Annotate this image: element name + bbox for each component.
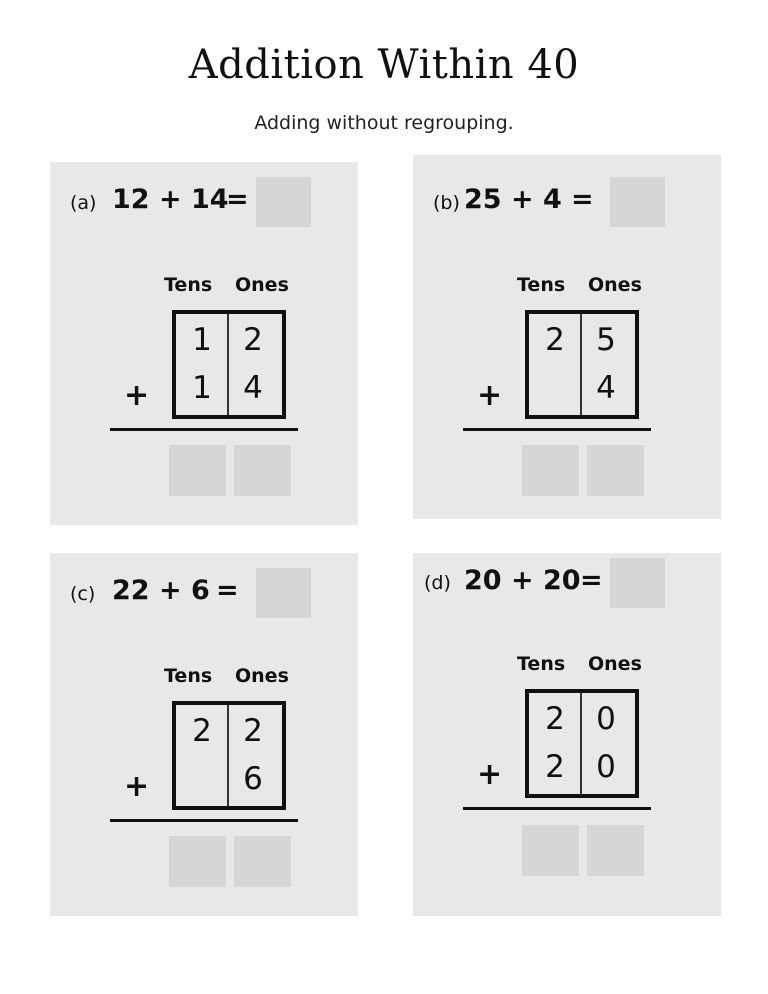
worksheet-subtitle: Adding without regrouping. [254, 112, 514, 134]
sum-ones-box[interactable] [587, 825, 644, 876]
top-ones-digit: 2 [243, 713, 263, 749]
column-divider [580, 693, 582, 794]
bottom-ones-digit: 4 [243, 370, 263, 406]
sum-line [463, 807, 651, 810]
top-tens-digit: 2 [545, 322, 565, 358]
sum-tens-box[interactable] [169, 836, 226, 887]
tens-header: Tens [164, 665, 213, 687]
sum-tens-box[interactable] [169, 445, 226, 496]
plus-sign: + [477, 757, 503, 792]
answer-box[interactable] [256, 177, 311, 227]
ones-header: Ones [235, 665, 289, 687]
problem-card-a [50, 162, 358, 525]
place-value-box [172, 310, 286, 419]
sum-ones-box[interactable] [587, 445, 644, 496]
ones-header: Ones [235, 274, 289, 296]
place-value-box [525, 310, 639, 419]
bottom-tens-digit: 1 [192, 370, 212, 406]
top-tens-digit: 1 [192, 322, 212, 358]
top-ones-digit: 5 [596, 322, 616, 358]
sum-tens-box[interactable] [522, 445, 579, 496]
equals-sign: = [216, 575, 239, 606]
ones-header: Ones [588, 653, 642, 675]
answer-box[interactable] [256, 568, 311, 618]
column-divider [580, 314, 582, 415]
column-divider [227, 705, 229, 806]
ones-header: Ones [588, 274, 642, 296]
bottom-ones-digit: 0 [596, 749, 616, 785]
plus-sign: + [124, 378, 150, 413]
worksheet-title: Addition Within 40 [188, 42, 580, 88]
answer-box[interactable] [610, 177, 665, 227]
problem-equation: 12 + 14 [112, 184, 229, 215]
answer-box[interactable] [610, 558, 665, 608]
plus-sign: + [124, 769, 150, 804]
bottom-tens-digit: 2 [545, 749, 565, 785]
sum-line [110, 819, 298, 822]
bottom-ones-digit: 4 [596, 370, 616, 406]
tens-header: Tens [517, 274, 566, 296]
sum-ones-box[interactable] [234, 445, 291, 496]
equals-sign: = [226, 184, 249, 215]
top-ones-digit: 0 [596, 701, 616, 737]
place-value-box [172, 701, 286, 810]
problem-label: (d) [424, 572, 451, 594]
problem-equation: 22 + 6 [112, 575, 210, 606]
top-ones-digit: 2 [243, 322, 263, 358]
problem-card-b [413, 155, 721, 519]
top-tens-digit: 2 [192, 713, 212, 749]
problem-label: (c) [70, 583, 96, 605]
equals-sign: = [580, 565, 603, 596]
problem-card-d [413, 553, 721, 916]
sum-ones-box[interactable] [234, 836, 291, 887]
sum-line [110, 428, 298, 431]
place-value-box [525, 689, 639, 798]
sum-tens-box[interactable] [522, 825, 579, 876]
top-tens-digit: 2 [545, 701, 565, 737]
problem-equation: 20 + 20 [464, 565, 581, 596]
plus-sign: + [477, 378, 503, 413]
problem-card-c [50, 553, 358, 916]
sum-line [463, 428, 651, 431]
tens-header: Tens [517, 653, 566, 675]
problem-label: (a) [70, 192, 97, 214]
bottom-ones-digit: 6 [243, 761, 263, 797]
problem-equation: 25 + 4 [464, 184, 562, 215]
problem-label: (b) [433, 192, 460, 214]
column-divider [227, 314, 229, 415]
equals-sign: = [571, 184, 594, 215]
tens-header: Tens [164, 274, 213, 296]
